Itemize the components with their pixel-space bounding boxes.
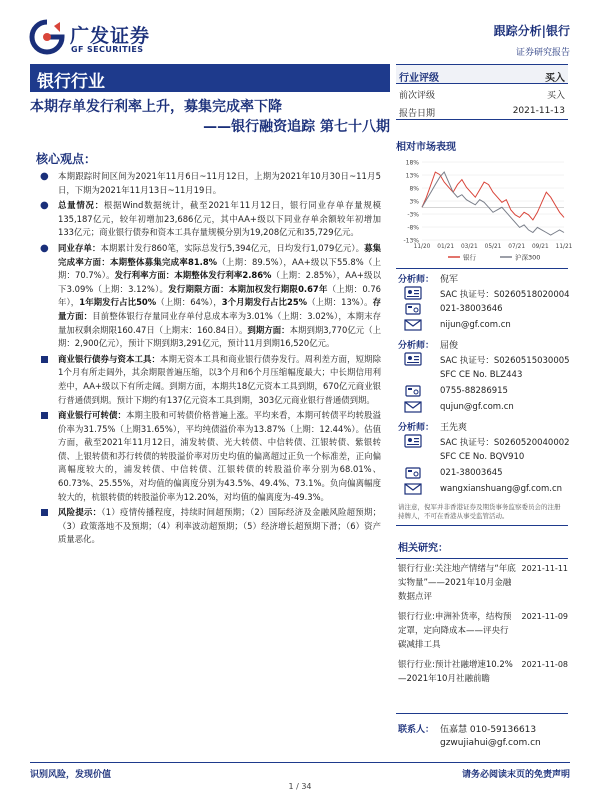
paragraph-bold: 3个月期发行占比25%	[221, 297, 308, 308]
analyst-name-row	[396, 269, 568, 285]
analyst-card	[396, 335, 568, 417]
contact-label: 联系人：	[398, 725, 435, 735]
analyst-name: 倪军	[440, 275, 459, 285]
analyst-card	[396, 269, 568, 335]
contact-name-row	[396, 720, 568, 736]
rating-prev-label: 前次评级	[399, 91, 436, 101]
paragraph-text: （1）疫情传播程度，持续时间超预期；（2）国际经济及金融风险超预期；（3）政策落地不及预期；（4）利率波动超预期；（5）经济增长超预期下滑；（6）资产质量恶化。	[58, 507, 382, 545]
relative-performance-chart	[396, 156, 573, 264]
paragraph-risk	[36, 506, 381, 547]
page-number: 1 / 34	[288, 782, 312, 791]
paragraph-text: 本期无资本工具和商业银行债券发行。周利差方面，短期除1个月有所走阔外，其余期限普遍压缩，以3个月和6个月压缩幅度最大；中长期信用利差中，AA+级以下有所走阔。到期方面，本期共18亿元资本工具到期，670亿元商业银行普通债到期。预计下期约有137亿元资本工具到期，303亿元商业银行普通债到期。	[58, 353, 382, 405]
paragraph-bold: 1年期发行占比50%	[79, 297, 157, 308]
bullet-square-icon	[41, 412, 48, 419]
paragraph-bold: 发行利率方面：本期整体发行利率2.86%	[114, 270, 272, 281]
rating-row-previous	[396, 84, 568, 102]
paragraph-bank-bonds	[36, 353, 381, 407]
chart-y-tick-label: 8%	[409, 185, 419, 193]
certificate-icon	[404, 434, 422, 448]
paragraph-lead: 风险提示：	[58, 507, 102, 518]
analyst-phone-row	[396, 383, 568, 399]
rating-value: 买入	[545, 73, 565, 84]
analyst-email-row	[396, 317, 568, 333]
paragraph-text: 根据Wind数据统计，截至2021年11月12日，银行同业存单存量规模135,187亿元，较年初增加23,686亿元，其中AA+级以下同业存单余额较年初增加133亿元；商业银行债券和资本工具存量规模分别为19,208亿元和35,729亿元。	[58, 200, 381, 238]
paragraph-bold: 存量方面：	[58, 297, 381, 321]
analyst-phone: 021-38003646	[440, 304, 503, 314]
email-icon	[404, 400, 422, 414]
analyst-role: 分析师：	[398, 341, 435, 351]
analyst-phone-row	[396, 465, 568, 481]
footer-slogan: 识别风险，发现价值	[30, 770, 112, 780]
chart-x-tick-label: 11/21	[555, 244, 573, 250]
paragraph-text: 本期到期3,770亿元（上期：2,900亿元），预计下期到期3,291亿元，预计11月到期16,520亿元。	[58, 324, 381, 349]
related-item-text[interactable]: 银行行业:申洲补货率，结构预定罩，定向降成本——评央行碳减排工具	[398, 612, 512, 650]
certificate-icon	[404, 286, 422, 300]
bullet-dot-icon: ●	[40, 200, 49, 212]
report-date-label: 报告日期	[399, 109, 436, 119]
related-research-title: 相关研究：	[396, 535, 568, 559]
related-item-date: 2021-11-11	[521, 564, 568, 573]
logo-text-en: GF SECURITIES	[71, 45, 144, 54]
footer-divider	[30, 762, 570, 763]
phone-icon	[404, 302, 422, 316]
related-item-text[interactable]: 银行行业:预计社融增速10.2%—2021年10月社融前瞻	[398, 660, 513, 684]
report-type: 跟踪分析|银行	[493, 24, 570, 38]
rating-label: 行业评级	[399, 73, 439, 84]
core-view-body	[36, 170, 381, 549]
paragraph-cd	[36, 242, 381, 351]
rating-row-date	[396, 102, 568, 120]
phone-icon	[404, 384, 422, 398]
chart-x-tick-label: 01/21	[437, 244, 455, 250]
report-date-value: 2021-11-13	[512, 106, 565, 116]
chart-x-tick-label: 07/21	[508, 244, 526, 250]
paragraph-bold: 发行期限方面：本期加权发行期限0.67年	[168, 283, 328, 294]
related-item[interactable]	[396, 607, 568, 655]
analyst-sfc-row	[396, 449, 568, 465]
paragraph-text: （上期：89.5%），AA+级以下55.8%（上期：70.7%）。	[58, 256, 381, 281]
paragraph-lead: 商业银行债券与资本工具：	[58, 353, 161, 364]
analyst-sfc: SFC CE No. BLZ443	[440, 370, 523, 380]
page-header	[0, 0, 600, 64]
analyst-email[interactable]: qujun@gf.com.cn	[440, 402, 514, 412]
chart-x-tick-label: 11/20	[413, 244, 431, 250]
report-title-line1: 本期存单发行利率上升，募集完成率下降	[30, 99, 282, 115]
contact-email[interactable]: gzwujiahui@gf.com.cn	[440, 738, 541, 748]
chart-x-tick-label: 03/21	[460, 244, 478, 250]
bullet-square-icon	[41, 356, 48, 363]
analyst-cert: SAC 执证号：S0260518020004	[440, 290, 570, 300]
analyst-email[interactable]: wangxianshuang@gf.com.cn	[440, 484, 563, 494]
contact-block	[396, 713, 568, 752]
email-icon	[404, 318, 422, 332]
contact-name-phone	[440, 722, 536, 735]
analyst-role: 分析师：	[398, 423, 435, 433]
analyst-phone-row	[396, 301, 568, 317]
report-title	[30, 97, 390, 137]
industry-title: 银行行业	[37, 72, 105, 92]
paragraph-text: 本期累计发行860笔，实际总发行5,394亿元，日均发行1,079亿元）。	[100, 242, 365, 253]
analyst-cert-row	[396, 351, 568, 367]
report-type-block	[494, 22, 570, 58]
chart-y-tick-label: -13%	[403, 237, 419, 245]
paragraph-convertibles	[36, 409, 381, 504]
analyst-name: 王先爽	[440, 423, 468, 433]
analyst-email-row	[396, 399, 568, 415]
report-subtype: 证券研究报告	[515, 48, 570, 58]
chart-x-tick-label: 05/21	[484, 244, 502, 250]
analyst-name-row	[396, 417, 568, 433]
analyst-role: 分析师：	[398, 275, 435, 285]
chart-y-tick-label: 18%	[405, 159, 419, 167]
paragraph-bold: 到期方面：	[247, 324, 290, 335]
analyst-sfc: SFC CE No. BQV910	[440, 452, 525, 462]
analyst-email-row	[396, 481, 568, 497]
certificate-icon	[404, 352, 422, 366]
paragraph-text: 本期主股和可转债价格普遍上涨。平均来看，本期可转债平均转股溢价率为31.75%（上期31.65%），平均纯债溢价率为13.87%（上期：12.44%）。估值方面，截至2021年11月12日，浦发转债、光大转债、中信转债、江银转债、紫银转债、上银转债和苏行转债的转股溢价率对历史均值的偏离超过正负一个标准差，正向偏离幅度较大的，浦发转债、中信转债、江银转债的转股溢价率分别为68.01%、60.73%、25.55%，对均值的偏离度分别为43.5%、49.4%、73.1%。负向偏离幅度较大的，杭银转债的转股溢价率为12.20%，对均值的偏离度为-49.3%。	[58, 410, 382, 502]
paragraph-period	[36, 170, 381, 197]
gf-logo	[30, 20, 190, 58]
analyst-card	[396, 417, 568, 499]
paragraph-text: （上期：64%），	[156, 297, 222, 308]
paragraph-text: 本期跟踪时间区间为2021年11月6日~11月12日，上期为2021年10月30日~11月5日，下期为2021年11月13日~11月19日。	[58, 171, 381, 195]
chart-y-tick-label: 13%	[405, 172, 419, 180]
analyst-name-row	[396, 335, 568, 351]
contact-phone: 010-59136613	[469, 725, 537, 735]
related-item-text[interactable]: 银行行业:关注地产情绪与“年底实物量”——2021年10月金融数据点评	[398, 564, 516, 602]
bullet-dot-icon: ●	[40, 242, 49, 254]
chart-legend-label: 沪深300	[515, 253, 541, 262]
analyst-cert: SAC 执证号：S0260520040002	[440, 438, 570, 448]
chart-y-tick-label: -8%	[407, 224, 419, 232]
logo-text-cn: 广发证券	[70, 25, 151, 47]
paragraph-text: （上期：13%）。	[307, 297, 373, 308]
email-icon	[404, 482, 422, 496]
report-title-line2: ——银行融资追踪 第七十八期	[203, 119, 390, 135]
related-research	[396, 535, 568, 689]
phone-icon	[404, 466, 422, 480]
core-view-heading: 核心观点：	[36, 152, 97, 166]
bullet-dot-icon: ●	[40, 171, 49, 182]
bullet-square-icon	[41, 509, 48, 516]
paragraph-text: 目前整体银行存量同业存单付息成本率为3.01%（上期：3.02%），本期末存量加权剩余期限160.47日（上期末：160.84日）。	[58, 310, 382, 335]
related-item[interactable]	[396, 655, 568, 689]
analyst-list	[396, 268, 568, 526]
analyst-email[interactable]: nijun@gf.com.cn	[440, 320, 511, 330]
analyst-name: 屈俊	[440, 341, 459, 351]
related-item-date: 2021-11-09	[521, 612, 568, 621]
analyst-sfc-row	[396, 367, 568, 383]
paragraph-lead: 总量情况：	[58, 200, 104, 211]
paragraph-text: （上期：0.76年），	[58, 283, 381, 308]
paragraph-bold: 募集完成率方面：本期整体募集完成率81.8%	[58, 242, 382, 267]
analyst-cert: SAC 执证号：S0260515030005	[440, 356, 570, 366]
analyst-cert-row	[396, 285, 568, 301]
paragraph-lead: 同业存单：	[58, 242, 101, 253]
analyst-cert-row	[396, 433, 568, 449]
contact-name: 伍嘉慧	[440, 725, 468, 735]
chart-legend-label: 银行	[463, 253, 476, 262]
disclaimer-note: 请注意，倪军并非香港证券及期货事务监察委员会的注册持牌人，不可在香港从事受监管活动。	[396, 499, 568, 526]
paragraph-text: （上期：2.85%），AA+级以下3.09%（上期：3.12%）。	[58, 270, 381, 294]
contact-email-row	[396, 736, 568, 752]
analyst-phone: 0755-88286915	[440, 386, 508, 396]
rating-prev-value: 买入	[546, 91, 565, 101]
rating-row-current	[396, 64, 568, 84]
paragraph-total	[36, 199, 381, 240]
industry-band	[30, 64, 390, 92]
rating-table	[396, 64, 568, 120]
chart-x-tick-label: 09/21	[531, 244, 549, 250]
analyst-phone: 021-38003645	[440, 468, 503, 478]
gf-logo-icon	[30, 20, 64, 54]
chart-y-tick-label: -3%	[407, 211, 419, 219]
related-item-date: 2021-11-08	[521, 660, 568, 669]
footer-disclaimer: 请务必阅读末页的免责声明	[461, 770, 570, 780]
relative-performance-title: 相对市场表现	[396, 142, 456, 153]
chart-y-tick-label: 3%	[409, 198, 419, 206]
related-item[interactable]	[396, 559, 568, 607]
chart-svg	[396, 156, 573, 264]
paragraph-lead: 商业银行可转债：	[58, 410, 127, 421]
